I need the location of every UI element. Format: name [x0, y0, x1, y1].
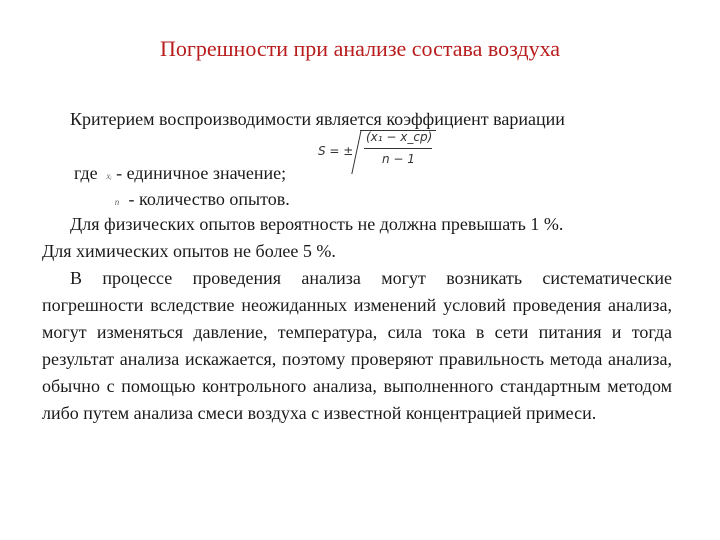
formula-lhs: S = ±: [318, 144, 354, 158]
symbol-n: n: [114, 197, 120, 207]
formula-numerator: (x₁ − x_ср): [366, 130, 433, 144]
slide-title: Погрешности при анализе состава воздуха: [159, 36, 561, 61]
para2: В процессе проведения анализа могут возникать систематические погрешности вследствие неожиданных изменений условий проведения анализа, могут изменяться давление, температура, сила тока в сети питания и тогда результат анализа искажается, поэтому проверяют правильность метода анализа, обычно с помощью контрольного анализа, выполненного стандартным методом либо путем анализа смеси воздуха с известной концентрацией примеси.: [42, 268, 672, 423]
lead-sentence: Критерием воспроизводимости является коэффициент вариации: [70, 109, 565, 129]
where-prefix: где: [74, 163, 98, 183]
formula-image: [318, 126, 438, 180]
symbol-xi: xᵢ: [106, 171, 112, 181]
fraction-line: [364, 148, 432, 149]
where-text-1: - единичное значение;: [116, 163, 287, 183]
where-text-2: - количество опытов.: [128, 189, 290, 209]
formula-denominator: n − 1: [382, 152, 415, 166]
para1-line1: Для физических опытов вероятность не должна превышать 1 %.: [70, 214, 564, 234]
body-text: [42, 211, 672, 427]
para1-line2: Для химических опытов не более 5 %.: [42, 241, 336, 261]
